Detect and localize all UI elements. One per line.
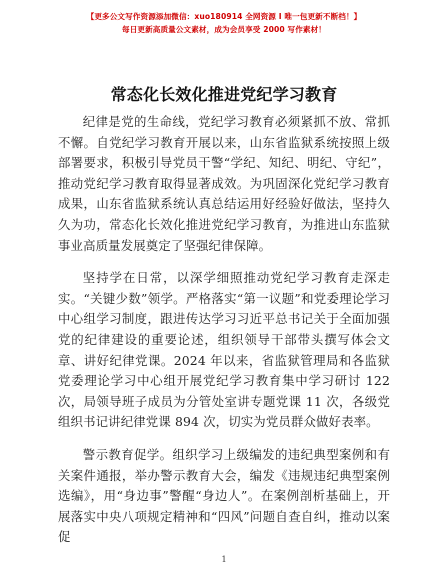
document-body [58, 112, 390, 560]
document-title: 常态化长效化推进党纪学习教育 [110, 85, 338, 104]
paragraph: 坚持学在日常，以深学细照推动党纪学习教育走深走实。“关键少数”领学。严格落实“第一议题”和党委理论学习中心组学习制度，跟进传达学习习近平总书记关于全面加强党的纪律建设的重要论述，组织领导干部带头撰写体会文章、讲好纪律党课。2024 年以来，省监狱管理局和各监狱党委理论学习中心组开展党纪学习教育集中学习研讨 122 次，局领导班子成员为分管处室讲专题党课 11 次，各级党组织书记讲纪律党课 894 次，切实为党员群众做好表率。 [58, 270, 390, 430]
paragraph: 纪律是党的生命线，党纪学习教育必须紧抓不放、常抓不懈。自党纪学习教育开展以来，山东省监狱系统按照上级部署要求，积极引导党员干警“学纪、知纪、明纪、守纪”，推动党纪学习教育取得显著成效。为巩固深化党纪学习教育成果，山东省监狱系统认真总结运用好经验好做法，坚持久久为功，常态化长效化推进党纪学习教育，为推进山东监狱事业高质量发展奠定了坚强纪律保障。 [58, 114, 390, 253]
promo-banner-line-2: 每日更新高质量公文素材，成为会员享受 2000 写作素材！ [122, 25, 326, 34]
promo-banner [0, 10, 448, 36]
promo-banner-line-1: 【更多公文写作资源添加微信：xuo180914 全网资源 I 唯一包更新不断档！】 [86, 12, 362, 21]
paragraph: 警示教育促学。组织学习上级编发的违纪典型案例和有关案件通报，举办警示教育大会，编发《违规违纪典型案例选编》，用“身边事”警醒“身边人”。在案例剖析基础上，开展落实中央八项规定精神和“四风”问题自查自纠，推动以案促 [58, 446, 390, 545]
page-number: 1 [221, 555, 227, 564]
